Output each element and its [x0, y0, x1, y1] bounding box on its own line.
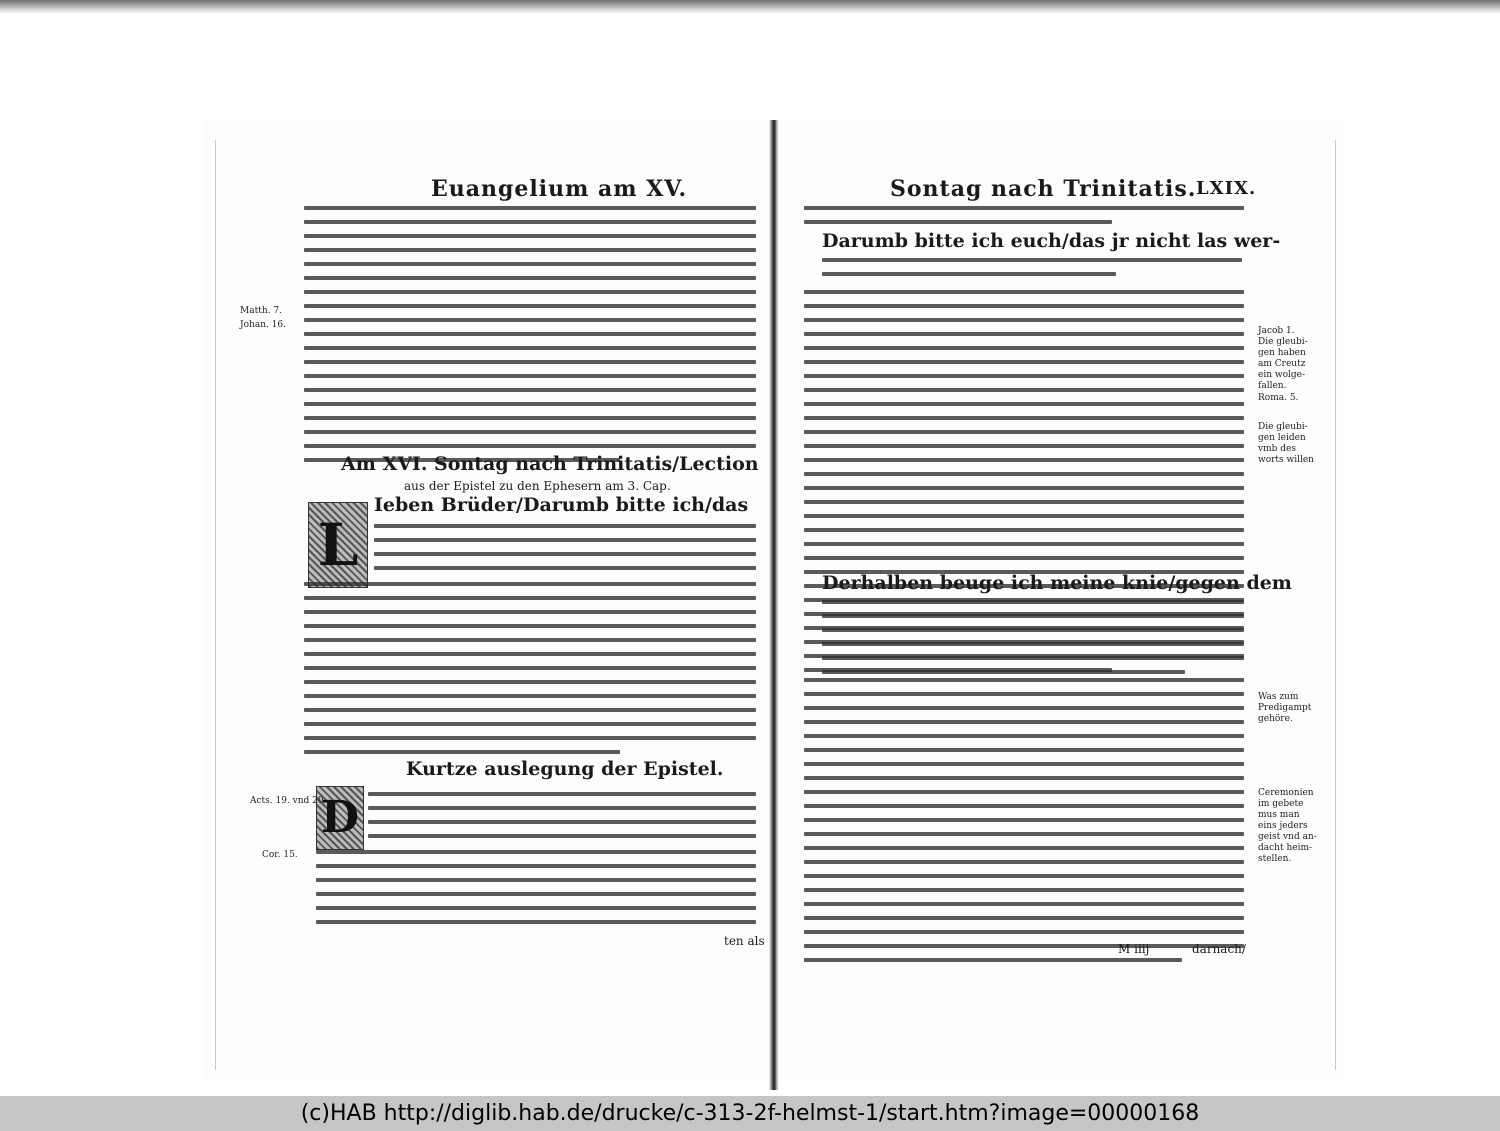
- right-running-head: Sontag nach Trinitatis.: [890, 176, 1197, 202]
- right-marginal-note-7: Roma. 5.: [1258, 393, 1299, 403]
- right-marginal-note-16: im gebete: [1258, 799, 1304, 809]
- book-gutter: [769, 120, 779, 1090]
- left-running-head: Euangelium am XV.: [431, 176, 688, 202]
- right-body-text-epistle: [822, 600, 1244, 684]
- right-large-line-1: Darumb bitte ich euch/das jr nicht las wer-: [822, 230, 1281, 252]
- left-marginal-note-2: Johan. 16.: [240, 320, 287, 330]
- signature-mark: M iiij: [1118, 942, 1150, 956]
- right-marginal-note-21: stellen.: [1258, 854, 1292, 864]
- right-catchword: darnach/: [1192, 942, 1246, 956]
- left-page: [215, 140, 771, 1070]
- right-marginal-note-10: vmb des: [1258, 444, 1296, 454]
- right-marginal-note-1: Jacob 1.: [1258, 326, 1295, 336]
- decorated-initial-D: D: [316, 786, 364, 850]
- commentary-heading: Kurtze auslegung der Epistel.: [406, 758, 724, 780]
- right-marginal-note-14: gehöre.: [1258, 714, 1293, 724]
- left-catchword: ten als: [724, 934, 765, 948]
- scan-top-edge: [0, 0, 1500, 14]
- folio-number: LXIX.: [1196, 178, 1257, 199]
- right-marginal-note-11: worts willen: [1258, 455, 1314, 465]
- right-marginal-note-17: mus man: [1258, 810, 1300, 820]
- right-marginal-note-15: Ceremonien: [1258, 788, 1314, 798]
- left-marginal-note-1: Matth. 7.: [240, 306, 282, 316]
- right-marginal-note-18: eins jeders: [1258, 821, 1308, 831]
- left-epistle-text-indented: [374, 524, 756, 580]
- left-commentary-text: [316, 850, 756, 934]
- right-marginal-note-2: Die gleubi-: [1258, 337, 1308, 347]
- right-marginal-note-19: geist vnd an-: [1258, 832, 1317, 842]
- epistle-opening-line: Ieben Brüder/Darumb bitte ich/das: [374, 494, 749, 516]
- right-body-text-bottom: [804, 678, 1244, 972]
- decorated-initial-L: L: [308, 502, 368, 588]
- left-marginal-note-3: Acts. 19. vnd 20.: [250, 796, 327, 806]
- right-marginal-note-4: am Creutz: [1258, 359, 1306, 369]
- right-marginal-note-12: Was zum: [1258, 692, 1299, 702]
- right-marginal-note-13: Predigampt: [1258, 703, 1312, 713]
- section-subheading: aus der Epistel zu den Ephesern am 3. Cap.: [404, 479, 671, 493]
- right-page: [780, 140, 1336, 1070]
- copyright-footer: (c)HAB http://diglib.hab.de/drucke/c-313-2f-helmst-1/start.htm?image=00000168: [0, 1096, 1500, 1131]
- left-body-text-top: [304, 206, 756, 472]
- right-marginal-note-9: gen leiden: [1258, 433, 1306, 443]
- left-marginal-note-4: Cor. 15.: [262, 850, 298, 860]
- right-large-line-1-continuation: [822, 258, 1242, 286]
- right-large-line-2: Derhalben beuge ich meine knie/gegen dem: [822, 572, 1292, 594]
- right-marginal-note-20: dacht heim-: [1258, 843, 1313, 853]
- left-commentary-text-indented: [368, 792, 756, 848]
- right-marginal-note-3: gen haben: [1258, 348, 1306, 358]
- right-marginal-note-6: fallen.: [1258, 381, 1287, 391]
- section-heading: Am XVI. Sontag nach Trinitatis/Lection: [341, 453, 759, 475]
- right-marginal-note-5: ein wolge-: [1258, 370, 1305, 380]
- right-marginal-note-8: Die gleubi-: [1258, 422, 1308, 432]
- left-epistle-text: [304, 582, 756, 764]
